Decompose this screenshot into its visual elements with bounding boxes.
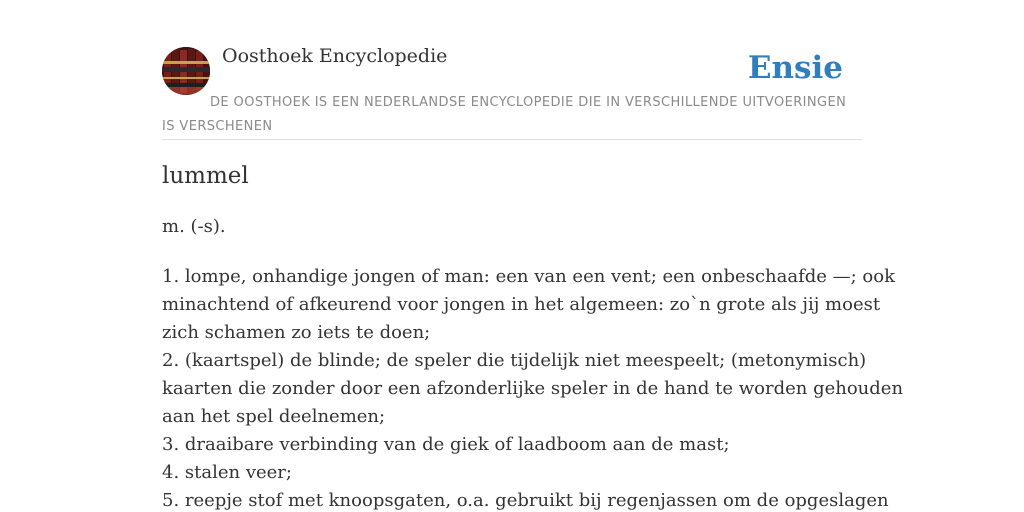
site-name[interactable]: Oosthoek Encyclopedie: [222, 45, 448, 67]
books-image-icon: [162, 47, 210, 95]
definition-line: minachtend of afkeurend voor jongen in het algemeen: zo`n grote als jij moest: [162, 294, 881, 315]
entry-title: lummel: [162, 163, 249, 189]
ensie-logo-link[interactable]: Ensie: [747, 50, 843, 86]
encyclopedia-books-avatar[interactable]: [162, 47, 210, 95]
definition-line: kaarten die zonder door een afzonderlijke speler in de hand te worden gehouden: [162, 378, 904, 399]
definition-line: 3. draaibare verbinding van de giek of laadboom aan de mast;: [162, 434, 730, 455]
definition-line: 4. stalen veer;: [162, 462, 292, 483]
definition-line: 5. reepje stof met knoopsgaten, o.a. gebruikt bij regenjassen om de opgeslagen: [162, 490, 889, 511]
entry-grammar: m. (-s).: [162, 216, 226, 237]
definition-line: zich schamen zo iets te doen;: [162, 322, 431, 343]
content-container: [162, 0, 904, 511]
definition-line: aan het spel deelnemen;: [162, 406, 386, 427]
site-tagline: DE OOSTHOEK IS EEN NEDERLANDSE ENCYCLOPEDIE DIE IN VERSCHILLENDE UITVOERINGEN IS VERSCHENEN: [162, 95, 847, 134]
definition-line: 1. lompe, onhandige jongen of man: een van een vent; een onbeschaafde —; ook: [162, 266, 896, 287]
entry-definitions: [162, 263, 904, 512]
site-header: [162, 0, 862, 140]
definition-line: 2. (kaartspel) de blinde; de speler die tijdelijk niet meespeelt; (metonymisch): [162, 350, 867, 371]
